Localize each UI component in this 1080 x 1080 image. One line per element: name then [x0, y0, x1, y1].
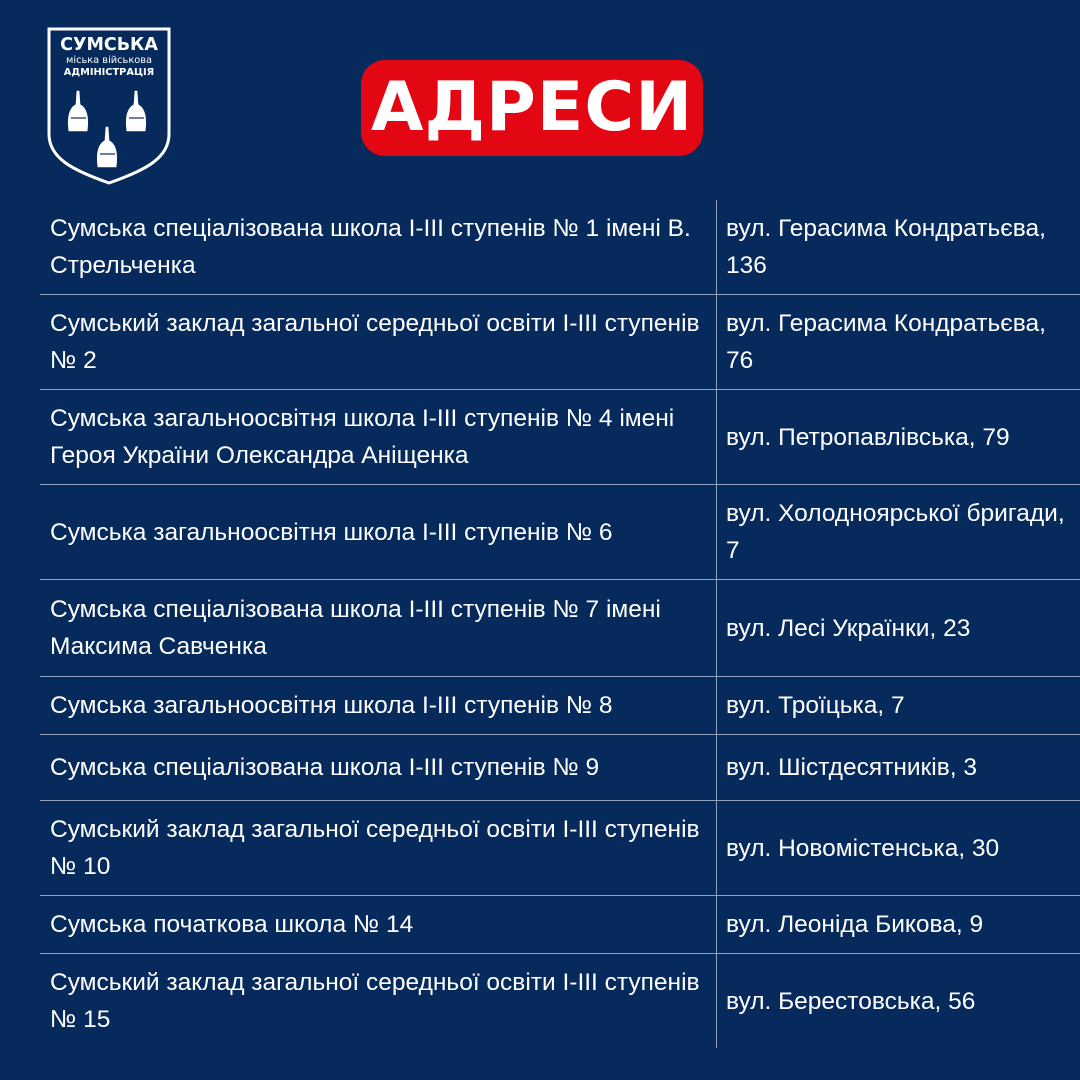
school-name: Сумський заклад загальної середньої освіти І-ІІІ ступенів № 10: [50, 816, 700, 880]
title-banner: [361, 60, 703, 156]
school-name: Сумський заклад загальної середньої освіти І-ІІІ ступенів № 15: [50, 969, 700, 1033]
school-address: вул. Троїцька, 7: [716, 677, 1080, 734]
table-row: [40, 896, 1080, 954]
school-address: вул. Холодноярської бригади, 7: [716, 485, 1080, 579]
logo-line-1: СУМСЬКА: [60, 35, 158, 55]
school-name: Сумська спеціалізована школа І-ІІІ ступенів № 9: [50, 754, 600, 781]
school-address: вул. Берестовська, 56: [716, 954, 1080, 1048]
school-name: Сумська спеціалізована школа І-ІІІ ступенів № 7 імені Максима Савченка: [50, 596, 661, 660]
city-logo: [46, 26, 172, 186]
school-name: Сумська спеціалізована школа І-ІІІ ступенів № 1 імені В. Стрельченка: [50, 215, 691, 279]
table-row: [40, 390, 1080, 485]
school-name: Сумська загальноосвітня школа І-ІІІ ступенів № 4 імені Героя України Олександра Аніщенка: [50, 405, 675, 469]
table-row: [40, 200, 1080, 295]
table-row: [40, 295, 1080, 390]
address-table: [40, 200, 1080, 1048]
school-name: Сумська загальноосвітня школа І-ІІІ ступенів № 8: [50, 692, 613, 719]
school-address: вул. Новомістенська, 30: [716, 801, 1080, 895]
table-row: [40, 954, 1080, 1048]
table-row: [40, 580, 1080, 677]
school-name: Сумська початкова школа № 14: [50, 911, 414, 938]
logo-line-2: міська військова: [65, 55, 153, 66]
table-row: [40, 485, 1080, 580]
school-address: вул. Лесі Українки, 23: [716, 580, 1080, 676]
table-row: [40, 677, 1080, 735]
school-name: Сумський заклад загальної середньої освіти І-ІІІ ступенів № 2: [50, 310, 700, 374]
school-address: вул. Леоніда Бикова, 9: [716, 896, 1080, 953]
page-title: АДРЕСИ: [370, 68, 694, 147]
school-address: вул. Герасима Кондратьєва, 76: [716, 295, 1080, 389]
table-row: [40, 735, 1080, 801]
school-address: вул. Петропавлівська, 79: [716, 390, 1080, 484]
school-address: вул. Шістдесятників, 3: [716, 735, 1080, 800]
school-address: вул. Герасима Кондратьєва, 136: [716, 200, 1080, 294]
coat-of-arms-icon: [46, 26, 172, 186]
table-row: [40, 801, 1080, 896]
logo-line-3: АДМІНІСТРАЦІЯ: [63, 67, 155, 78]
school-name: Сумська загальноосвітня школа І-ІІІ ступенів № 6: [50, 518, 613, 546]
